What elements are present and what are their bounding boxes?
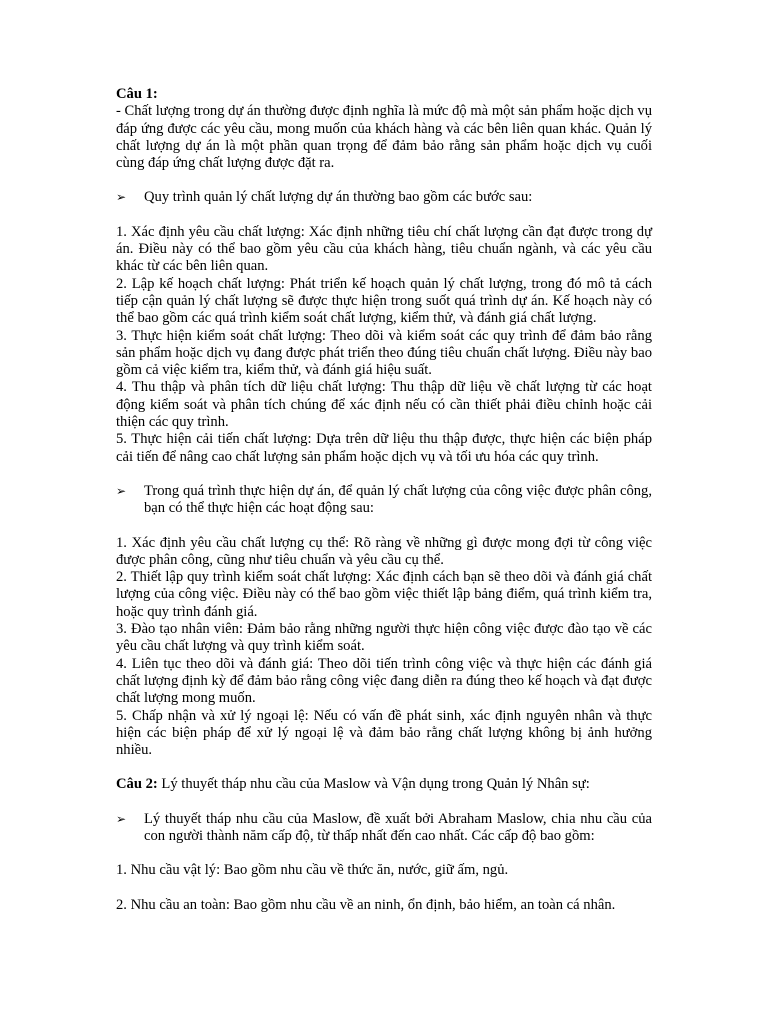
question-1-intro: - Chất lượng trong dự án thường được định nghĩa là mức độ mà một sản phẩm hoặc dịch vụ đáp ứng được các yêu cầu, mong muốn của khách hàng và các bên liên quan khác. Quản lý chất lượng dự án là một phần quan trọng để đảm bảo rằng sản phẩm hoặc dịch vụ cuối cùng đáp ứng chất lượng được đặt ra. [116, 103, 652, 172]
bullet-item [116, 189, 652, 206]
list-item: 5. Thực hiện cải tiến chất lượng: Dựa trên dữ liệu thu thập được, thực hiện các biện pháp cải tiến để nâng cao chất lượng sản phẩm hoặc dịch vụ và tối ưu hóa các quy trình. [116, 431, 652, 465]
arrow-bullet-icon: ➢ [116, 811, 127, 826]
document-page [116, 86, 652, 914]
list-item: 1. Xác định yêu cầu chất lượng cụ thể: Rõ ràng về những gì được mong đợi từ công việc được phân công, cũng như tiêu chuẩn và yêu cầu cụ thể. [116, 534, 652, 568]
list-item: 2. Nhu cầu an toàn: Bao gồm nhu cầu về an ninh, ổn định, bảo hiểm, an toàn cá nhân. [116, 896, 616, 913]
list-item: 1. Xác định yêu cầu chất lượng: Xác định những tiêu chí chất lượng cần đạt được trong dự án. Điều này có thể bao gồm yêu cầu của khách hàng, tiêu chuẩn ngành, và các yêu cầu khác từ các bên liên quan. [116, 223, 652, 275]
list-item: 4. Liên tục theo dõi và đánh giá: Theo dõi tiến trình công việc và thực hiện các đánh giá chất lượng định kỳ để đảm bảo rằng công việc đang diễn ra đúng theo kế hoạch và đạt được chất lượng mong muốn. [116, 655, 652, 707]
bullet-text: Quy trình quản lý chất lượng dự án thường bao gồm các bước sau: [144, 189, 533, 206]
bullet-text: Trong quá trình thực hiện dự án, để quản lý chất lượng của công việc được phân công, bạn có thể thực hiện các hoạt động sau: [144, 482, 652, 517]
question-2-heading: Câu 2: [116, 776, 158, 793]
question-2-heading-line [116, 776, 652, 793]
arrow-bullet-icon: ➢ [116, 483, 127, 498]
arrow-bullet-icon: ➢ [116, 190, 127, 205]
list-item: 3. Thực hiện kiểm soát chất lượng: Theo dõi và kiểm soát các quy trình để đảm bảo rằng sản phẩm hoặc dịch vụ đang được phát triển theo đúng tiêu chuẩn chất lượng. Điều này bao gồm cả việc kiểm tra, kiểm thử, và đánh giá hiệu suất. [116, 327, 652, 379]
list-item: 5. Chấp nhận và xử lý ngoại lệ: Nếu có vấn đề phát sinh, xác định nguyên nhân và thực hiện các biện pháp để xử lý ngoại lệ và đảm bảo rằng chất lượng không bị ảnh hưởng nhiều. [116, 707, 652, 759]
list-item: 2. Lập kế hoạch chất lượng: Phát triển kế hoạch quản lý chất lượng, trong đó mô tả cách tiếp cận quản lý chất lượng sẽ được thực hiện trong suốt quá trình dự án. Kế hoạch này có thể bao gồm các quá trình kiểm soát chất lượng, kiểm thử, và đánh giá chất lượng. [116, 275, 652, 327]
bullet-text: Lý thuyết tháp nhu cầu của Maslow, đề xuất bởi Abraham Maslow, chia nhu cầu của con người thành năm cấp độ, từ thấp nhất đến cao nhất. Các cấp độ bao gồm: [144, 810, 652, 844]
bullet-item [116, 483, 652, 518]
question-2-title: Lý thuyết tháp nhu cầu của Maslow và Vận dụng trong Quản lý Nhân sự: [157, 776, 590, 793]
bullet-item [116, 811, 652, 846]
list-item: 3. Đào tạo nhân viên: Đảm bảo rằng những người thực hiện công việc được đào tạo về các yêu cầu chất lượng và quy trình kiểm soát. [116, 621, 652, 655]
question-1-heading: Câu 1: [116, 86, 158, 102]
list-item: 1. Nhu cầu vật lý: Bao gồm nhu cầu về thức ăn, nước, giữ ấm, ngủ. [116, 862, 509, 879]
list-item: 2. Thiết lập quy trình kiểm soát chất lượng: Xác định cách bạn sẽ theo dõi và đánh giá chất lượng của công việc. Điều này có thể bao gồm việc thiết lập bảng điểm, quá trình kiểm tra, hoặc quy trình đánh giá. [116, 569, 652, 620]
list-item: 4. Thu thập và phân tích dữ liệu chất lượng: Thu thập dữ liệu về chất lượng từ các hoạt động kiểm soát và phân tích chúng để xác định nếu có cần thiết phải điều chỉnh hoặc cải thiện các quy trình. [116, 379, 652, 431]
